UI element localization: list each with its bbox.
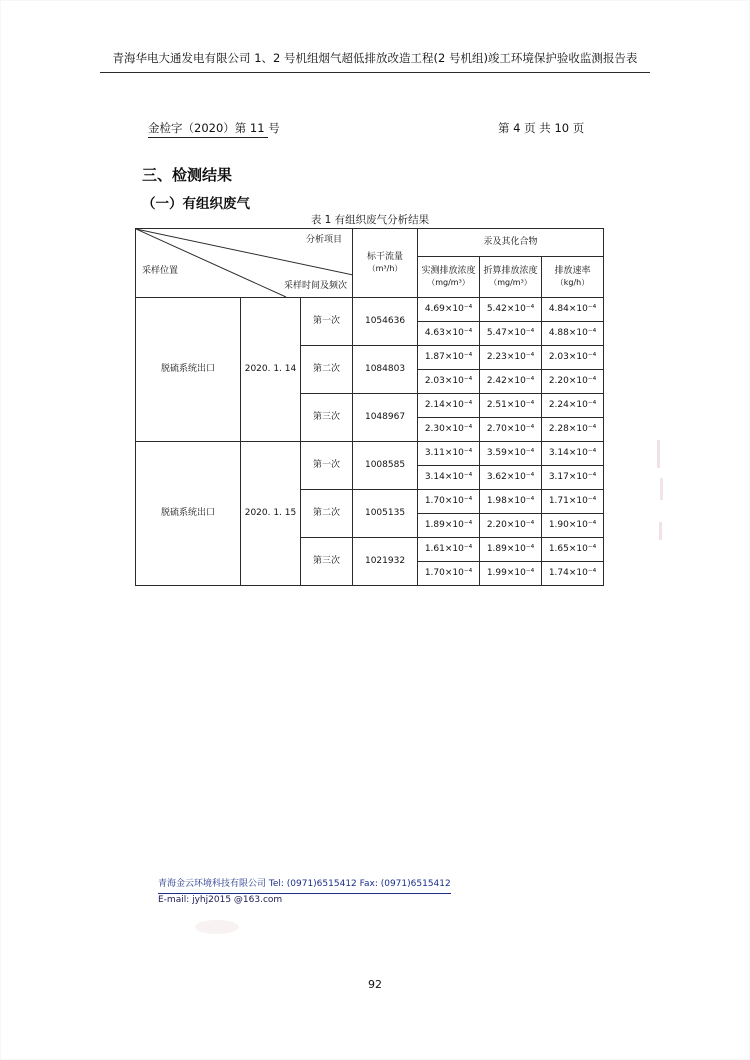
cell-measured: 2.03×10⁻⁴ [418,370,480,394]
page-number: 92 [368,978,382,991]
cell-measured: 2.30×10⁻⁴ [418,418,480,442]
cell-rate: 3.17×10⁻⁴ [542,466,604,490]
corner-label-sampling-position: 采样位置 [142,265,179,276]
cell-sampling-date: 2020. 1. 15 [241,442,301,586]
corner-header-cell [136,229,353,298]
column-header-rate-text: 排放速率 [554,266,591,277]
column-group-header-mercury: 汞及其化合物 [418,229,604,257]
column-header-measured [418,257,480,298]
cell-converted: 5.42×10⁻⁴ [480,298,542,322]
column-header-measured-unit: （mg/m³） [427,277,470,287]
cell-converted: 1.99×10⁻⁴ [480,562,542,586]
cell-sampling-times: 第二次 [301,346,353,394]
column-header-flow-text: 标干流量 [367,252,404,263]
cell-sampling-times: 第三次 [301,538,353,586]
cell-rate: 1.71×10⁻⁴ [542,490,604,514]
cell-measured: 3.11×10⁻⁴ [418,442,480,466]
column-header-converted [480,257,542,298]
cell-converted: 1.89×10⁻⁴ [480,538,542,562]
cell-sampling-times: 第一次 [301,442,353,490]
cell-measured: 4.63×10⁻⁴ [418,322,480,346]
corner-label-analysis-item: 分析项目 [306,235,343,245]
cell-flow: 1054636 [353,298,418,346]
scan-artifact [660,478,663,500]
cell-rate: 3.14×10⁻⁴ [542,442,604,466]
cell-sampling-times: 第三次 [301,394,353,442]
cell-flow: 1005135 [353,490,418,538]
cell-rate: 2.24×10⁻⁴ [542,394,604,418]
footer-contact [158,878,451,907]
cell-rate: 4.88×10⁻⁴ [542,322,604,346]
cell-converted: 3.62×10⁻⁴ [480,466,542,490]
footer-email-line: E-mail: jyhj2015 @163.com [158,894,283,905]
cell-rate: 1.90×10⁻⁴ [542,514,604,538]
cell-flow: 1021932 [353,538,418,586]
running-header: 青海华电大通发电有限公司 1、2 号机组烟气超低排放改造工程(2 号机组)竣工环境保护验收监测报告表 [112,51,638,65]
table-row [136,298,604,322]
emissions-table [135,228,604,586]
cell-converted: 2.70×10⁻⁴ [480,418,542,442]
cell-sampling-times: 第一次 [301,298,353,346]
cell-flow: 1084803 [353,346,418,394]
cell-flow: 1048967 [353,394,418,442]
cell-converted: 5.47×10⁻⁴ [480,322,542,346]
cell-sampling-position: 脱硫系统出口 [136,442,241,586]
cell-measured: 3.14×10⁻⁴ [418,466,480,490]
cell-rate: 2.28×10⁻⁴ [542,418,604,442]
column-header-flow [353,229,418,298]
cell-converted: 2.23×10⁻⁴ [480,346,542,370]
column-header-rate [542,257,604,298]
cell-flow: 1008585 [353,442,418,490]
cell-measured: 1.61×10⁻⁴ [418,538,480,562]
column-header-converted-unit: （mg/m³） [489,277,532,287]
cell-converted: 3.59×10⁻⁴ [480,442,542,466]
cell-rate: 1.65×10⁻⁴ [542,538,604,562]
document-number-underline [148,137,268,138]
table-caption: 表 1 有组织废气分析结果 [310,214,430,226]
cell-sampling-position: 脱硫系统出口 [136,298,241,442]
page-indicator: 第 4 页 共 10 页 [498,121,585,135]
cell-sampling-date: 2020. 1. 14 [241,298,301,442]
table-header-row-1 [136,229,604,257]
scan-artifact [659,522,662,540]
cell-measured: 2.14×10⁻⁴ [418,394,480,418]
cell-rate: 1.74×10⁻⁴ [542,562,604,586]
section-title: 三、检测结果 [142,166,233,184]
cell-rate: 4.84×10⁻⁴ [542,298,604,322]
scan-artifact [657,440,660,468]
cell-measured: 1.87×10⁻⁴ [418,346,480,370]
cell-converted: 1.98×10⁻⁴ [480,490,542,514]
footer-company-line: 青海金云环境科技有限公司 Tel: (0971)6515412 Fax: (0971)6515412 [158,878,451,894]
corner-label-sampling-time: 采样时间及频次 [284,280,348,291]
column-header-rate-unit: （kg/h） [555,277,590,287]
cell-measured: 1.70×10⁻⁴ [418,562,480,586]
cell-measured: 1.89×10⁻⁴ [418,514,480,538]
cell-rate: 2.20×10⁻⁴ [542,370,604,394]
document-number: 金检字（2020）第 11 号 [148,121,280,135]
cell-converted: 2.51×10⁻⁴ [480,394,542,418]
cell-rate: 2.03×10⁻⁴ [542,346,604,370]
column-header-measured-text: 实测排放浓度 [421,266,476,277]
column-header-flow-unit: （m³/h） [367,263,403,273]
cell-measured: 4.69×10⁻⁴ [418,298,480,322]
scan-artifact [195,920,239,934]
cell-converted: 2.20×10⁻⁴ [480,514,542,538]
column-header-converted-text: 折算排放浓度 [483,266,538,277]
cell-measured: 1.70×10⁻⁴ [418,490,480,514]
cell-converted: 2.42×10⁻⁴ [480,370,542,394]
subsection-title: （一）有组织废气 [142,196,250,212]
cell-sampling-times: 第二次 [301,490,353,538]
table-row [136,442,604,466]
header-divider [100,72,650,73]
